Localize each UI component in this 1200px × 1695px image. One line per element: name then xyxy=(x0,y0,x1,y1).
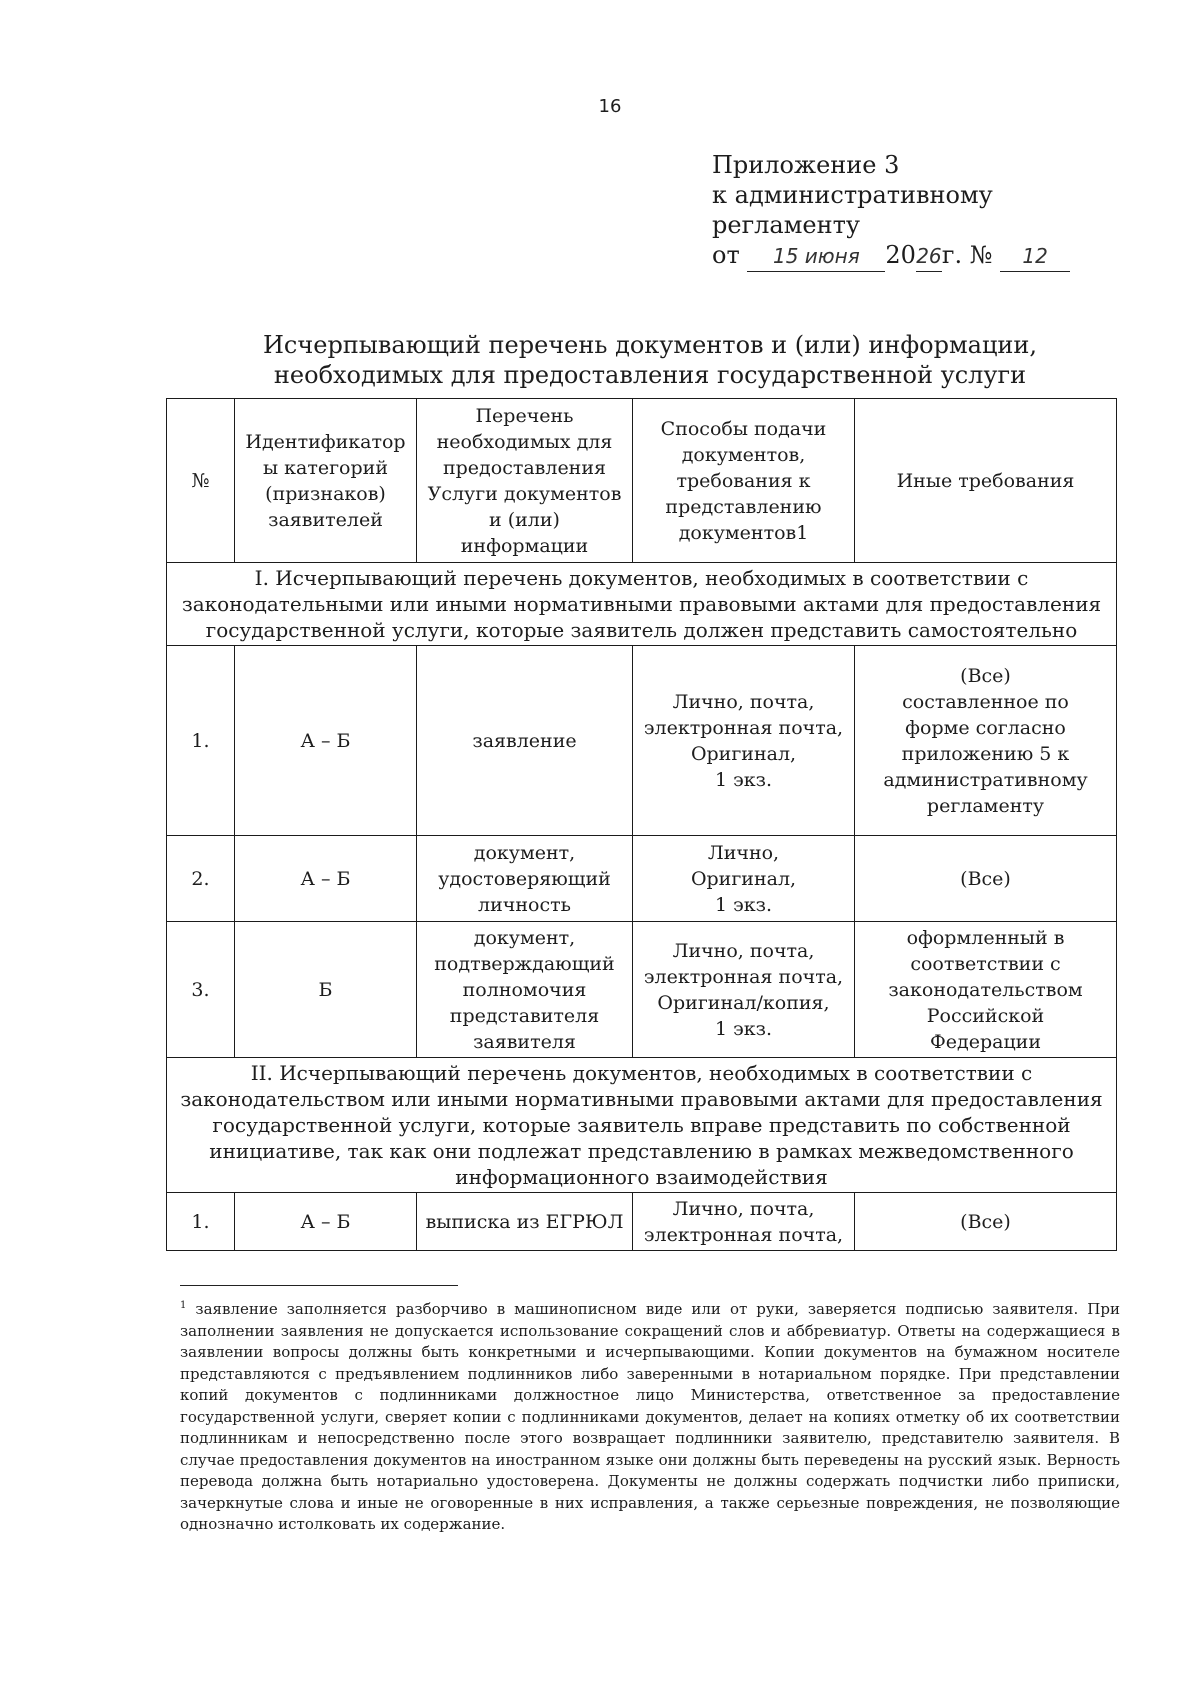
cell-line: и (или) xyxy=(489,508,560,531)
document-title xyxy=(240,330,1060,390)
row-identifier xyxy=(235,646,417,836)
page-number: 16 xyxy=(598,96,622,117)
cell-line: электронная почта, xyxy=(643,716,844,739)
row-other-requirements xyxy=(855,1193,1117,1251)
section-2-heading xyxy=(167,1058,1117,1193)
table-row xyxy=(167,922,1117,1058)
cell-line: информации xyxy=(460,534,589,557)
cell-line: документов, xyxy=(681,443,806,466)
row-methods xyxy=(633,646,855,836)
footnote-text: заявление заполняется разборчиво в машинописном виде или от руки, заверяется подписью заявителя. При заполнении заявления не допускается использование сокращений слов и аббревиатур. Ответы на содержащиеся в заявлении вопросы должны быть конкретными и исчерпывающими. Копии документов на бумажном носителе представляются с предъявлением подлинников либо заверенными в нотариальном порядке. При представлении копий документов с подлинниками должностное лицо Министерства, ответственное за предоставление государственной услуги, сверяет копии с подлинниками документов, делает на копиях отметку об их соответствии подлинникам и непосредственно после этого возвращает подлинники заявителю, представителю заявителя. В случае предоставления документов на иностранном языке они должны быть переведены на русский язык. Верность перевода должна быть нотариально удостоверена. Документы не должны содержать подчистки либо приписки, зачеркнутые слова и иные не оговоренные в них исправления, а также серьезные повреждения, не позволяющие однозначно истолковать их содержание. xyxy=(180,1300,1120,1533)
cell-line: (Все) xyxy=(960,867,1011,890)
cell-line: заявителя xyxy=(473,1030,576,1053)
table-row xyxy=(167,1193,1117,1251)
cell-line: 1 экз. xyxy=(714,1017,773,1040)
section-1-row xyxy=(167,563,1117,646)
cell-line: выписка из ЕГРЮЛ xyxy=(425,1210,624,1233)
cell-line: составленное по xyxy=(902,690,1069,713)
row-documents xyxy=(417,646,633,836)
cell-line: представителя xyxy=(449,1004,600,1027)
cell-line: государственной услуги, которые заявитель вправе представить по собственной xyxy=(212,1113,1071,1137)
cell-line: А – Б xyxy=(300,729,351,752)
cell-line: Лично, почта, xyxy=(672,1197,815,1220)
cell-line: I. Исчерпывающий перечень документов, необходимых в соответствии с xyxy=(254,566,1029,590)
cell-line: (признаков) xyxy=(265,482,386,505)
cell-line: инициативе, так как они подлежат представлению в рамках межведомственного xyxy=(209,1139,1074,1163)
row-num: 2. xyxy=(167,836,235,922)
cell-line: законодательством xyxy=(888,978,1083,1001)
handwritten-year: 26 xyxy=(916,241,942,272)
appendix-line-1: Приложение 3 xyxy=(712,151,900,179)
cell-line: предоставления xyxy=(442,456,606,479)
cell-line: Оригинал, xyxy=(690,742,797,765)
cell-line: Услуги документов xyxy=(427,482,622,505)
row-other-requirements xyxy=(855,836,1117,922)
cell-line: Федерации xyxy=(930,1030,1041,1053)
footnote xyxy=(180,1295,1120,1536)
cell-line: подтверждающий xyxy=(434,952,615,975)
cell-line: документов1 xyxy=(678,521,809,544)
row-identifier xyxy=(235,836,417,922)
cell-line: ы категорий xyxy=(262,456,388,479)
row-methods xyxy=(633,1193,855,1251)
cell-line: законодательными или иными нормативными правовыми актами для предоставления xyxy=(181,592,1102,616)
cell-line: личность xyxy=(478,893,571,916)
handwritten-date: 15 июня xyxy=(747,241,885,272)
row-documents xyxy=(417,836,633,922)
appendix-date-line xyxy=(712,240,1112,272)
cell-line: представлению xyxy=(665,495,822,518)
cell-line: Лично, почта, xyxy=(672,690,815,713)
cell-line: информационного взаимодействия xyxy=(455,1165,828,1189)
cell-line: Лично, почта, xyxy=(672,939,815,962)
header-identifier xyxy=(235,399,417,563)
cell-line: 1 экз. xyxy=(714,893,773,916)
cell-line: государственной услуги, которые заявитель должен представить самостоятельно xyxy=(205,618,1078,642)
cell-line: форме согласно xyxy=(905,716,1066,739)
cell-line: 1 экз. xyxy=(714,768,773,791)
row-other-requirements xyxy=(855,922,1117,1058)
documents-table xyxy=(166,398,1117,1251)
year-prefix: 20 xyxy=(885,241,916,269)
cell-line: А – Б xyxy=(300,1210,351,1233)
header-methods xyxy=(633,399,855,563)
cell-line: регламенту xyxy=(926,794,1045,817)
row-documents xyxy=(417,1193,633,1251)
handwritten-number: 12 xyxy=(1000,241,1070,272)
cell-line: удостоверяющий xyxy=(438,867,611,890)
row-identifier xyxy=(235,922,417,1058)
cell-line: соответствии с xyxy=(910,952,1061,975)
appendix-line-2: к административному xyxy=(712,181,993,209)
appendix-line-3: регламенту xyxy=(712,211,860,239)
header-other-requirements: Иные требования xyxy=(855,399,1117,563)
cell-line: полномочия xyxy=(462,978,587,1001)
cell-line: Оригинал, xyxy=(690,867,797,890)
row-methods xyxy=(633,922,855,1058)
header-documents xyxy=(417,399,633,563)
row-identifier xyxy=(235,1193,417,1251)
row-other-requirements xyxy=(855,646,1117,836)
cell-line: Способы подачи xyxy=(660,417,827,440)
cell-line: документ, xyxy=(473,926,576,949)
cell-line: (Все) xyxy=(960,1210,1011,1233)
cell-line: Перечень xyxy=(475,404,574,427)
year-suffix: г. № xyxy=(941,241,993,269)
cell-line: (Все) xyxy=(960,664,1011,687)
cell-line: Лично, xyxy=(707,841,780,864)
section-2-row xyxy=(167,1058,1117,1193)
cell-line: электронная почта, xyxy=(643,965,844,988)
table-row xyxy=(167,646,1117,836)
cell-line: документ, xyxy=(473,841,576,864)
row-methods xyxy=(633,836,855,922)
cell-line: Б xyxy=(318,978,333,1001)
cell-line: требования к xyxy=(676,469,811,492)
row-documents xyxy=(417,922,633,1058)
table-header-row xyxy=(167,399,1117,563)
row-num: 1. xyxy=(167,1193,235,1251)
header-num: № xyxy=(167,399,235,563)
footnote-marker: 1 xyxy=(180,1300,187,1311)
row-num: 1. xyxy=(167,646,235,836)
cell-line: Идентификатор xyxy=(245,430,406,453)
cell-line: Российской xyxy=(926,1004,1045,1027)
cell-line: законодательством или иными нормативными правовыми актами для предоставления xyxy=(180,1087,1103,1111)
cell-line: Оригинал/копия, xyxy=(657,991,830,1014)
footnote-divider xyxy=(180,1285,458,1286)
cell-line: необходимых для xyxy=(436,430,613,453)
title-line-1: Исчерпывающий перечень документов и (или) информации, xyxy=(263,331,1037,359)
cell-line: заявителей xyxy=(268,508,383,531)
appendix-header xyxy=(712,150,1112,272)
cell-line: электронная почта, xyxy=(643,1223,844,1246)
cell-line: А – Б xyxy=(300,867,351,890)
date-prefix: от xyxy=(712,241,740,269)
row-num: 3. xyxy=(167,922,235,1058)
section-1-heading xyxy=(167,563,1117,646)
cell-line: административному xyxy=(883,768,1088,791)
table-row xyxy=(167,836,1117,922)
cell-line: оформленный в xyxy=(906,926,1065,949)
cell-line: II. Исчерпывающий перечень документов, необходимых в соответствии с xyxy=(250,1061,1033,1085)
title-line-2: необходимых для предоставления государственной услуги xyxy=(273,361,1027,389)
cell-line: приложению 5 к xyxy=(901,742,1070,765)
cell-line: заявление xyxy=(472,729,577,752)
